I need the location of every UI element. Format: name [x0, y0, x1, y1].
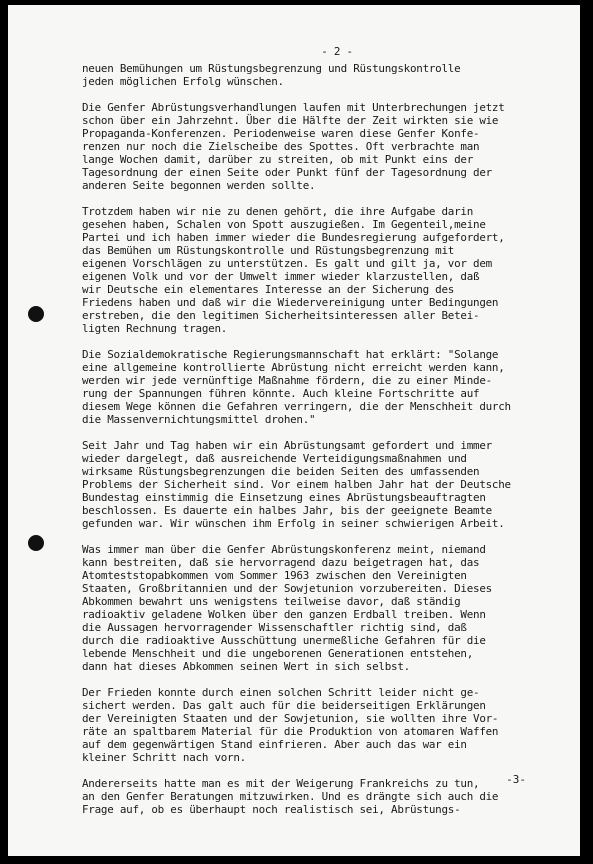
- text-line: Bundestag einstimmig die Einsetzung eines Abrüstungsbeauftragten: [82, 491, 486, 504]
- text-line: beschlossen. Es dauerte ein halbes Jahr, bis der geeignete Beamte: [82, 504, 492, 517]
- paragraph: [82, 348, 562, 426]
- text-line: rung der Spannungen führen könnte. Auch kleine Fortschritte auf: [82, 387, 480, 400]
- text-line: Partei und ich haben immer wieder die Bundesregierung aufgefordert,: [82, 231, 505, 244]
- text-line: wieder dargelegt, daß ausreichende Verteidigungsmaßnahmen und: [82, 452, 467, 465]
- text-line: lange Wochen damit, darüber zu streiten, ob mit Punkt eins der: [82, 153, 474, 166]
- text-line: auf dem gegenwärtigen Stand einfrieren. Aber auch das war ein: [82, 738, 467, 751]
- text-line: Die Sozialdemokratische Regierungsmannschaft hat erklärt: "Solange: [82, 348, 499, 361]
- page-number: - 2 -: [321, 45, 353, 58]
- text-line: gefunden war. Wir wünschen ihm Erfolg in seiner schwierigen Arbeit.: [82, 517, 505, 530]
- text-line: Abkommen bewahrt uns wenigstens teilweise davor, daß ständig: [82, 595, 461, 608]
- text-line: eigenen Volk und vor der Umwelt immer wieder klarzustellen, daß: [82, 270, 480, 283]
- text-line: erstreben, die den legitimen Sicherheitsinteressen aller Betei-: [82, 309, 480, 322]
- text-line: eigenen Vorschlägen zu unterstützen. Es galt und gilt ja, vor dem: [82, 257, 492, 270]
- text-line: durch die radioaktive Ausschüttung unermeßliche Gefahren für die: [82, 634, 486, 647]
- continuation-marker: -3-: [506, 773, 526, 786]
- text-line: schon über ein Jahrzehnt. Über die Hälfte der Zeit wirkten sie wie: [82, 114, 499, 127]
- paragraph-list: [82, 62, 562, 816]
- text-line: die Aussagen hervorragender Wissenschaftler richtig sind, daß: [82, 621, 467, 634]
- text-line: sichert werden. Das galt auch für die beiderseitigen Erklärungen: [82, 699, 486, 712]
- text-line: diesem Wege können die Gefahren verringern, die der Menschheit durch: [82, 400, 511, 413]
- text-line: Atomteststopabkommen vom Sommer 1963 zwischen den Vereinigten: [82, 569, 467, 582]
- text-line: lebende Menschheit und die ungeborenen Generationen entstehen,: [82, 647, 474, 660]
- text-line: radioaktiv geladene Wolken über den ganzen Erdball treiben. Wenn: [82, 608, 486, 621]
- text-line: kann bestreiten, daß sie hervorragend dazu beigetragen hat, das: [82, 556, 480, 569]
- text-line: neuen Bemühungen um Rüstungsbegrenzung und Rüstungskontrolle: [82, 62, 461, 75]
- punch-hole: [28, 306, 44, 322]
- text-line: anderen Seite begonnen werden sollte.: [82, 179, 316, 192]
- text-line: dann hat dieses Abkommen seinen Wert in sich selbst.: [82, 660, 410, 673]
- text-line: Die Genfer Abrüstungsverhandlungen laufen mit Unterbrechungen jetzt: [82, 101, 505, 114]
- paragraph: [82, 686, 562, 764]
- paragraph: [82, 439, 562, 530]
- text-line: Seit Jahr und Tag haben wir ein Abrüstungsamt gefordert und immer: [82, 439, 492, 452]
- text-line: Friedens haben und daß wir die Wiedervereinigung unter Bedingungen: [82, 296, 499, 309]
- text-line: an den Genfer Beratungen mitzuwirken. Und es drängte sich auch die: [82, 790, 499, 803]
- text-line: das Bemühen um Rüstungskontrolle und Rüstungsbegrenzung mit: [82, 244, 455, 257]
- text-line: Problems der Sicherheit sind. Vor einem halben Jahr hat der Deutsche: [82, 478, 511, 491]
- text-line: Andererseits hatte man es mit der Weigerung Frankreichs zu tun,: [82, 777, 480, 790]
- text-line: der Vereinigten Staaten und der Sowjetunion, sie wollten ihre Vor-: [82, 712, 499, 725]
- text-line: gesehen haben, Schalen von Spott auszugießen. Im Gegenteil,meine: [82, 218, 486, 231]
- text-line: jeden möglichen Erfolg wünschen.: [82, 75, 284, 88]
- text-line: Tagesordnung der einen Seite oder Punkt fünf der Tagesordnung der: [82, 166, 492, 179]
- text-line: eine allgemeine kontrollierte Abrüstung nicht erreicht werden kann,: [82, 361, 505, 374]
- text-line: ligten Rechnung tragen.: [82, 322, 228, 335]
- typed-text-body: [82, 45, 562, 829]
- text-line: renzen nur noch die Zielscheibe des Spottes. Oft verbrachte man: [82, 140, 480, 153]
- text-line: werden wir jede vernünftige Maßnahme fördern, die zu einer Minde-: [82, 374, 492, 387]
- text-line: räte an spaltbarem Material für die Produktion von atomaren Waffen: [82, 725, 499, 738]
- text-line: wirksame Rüstungsbegrenzungen die beiden Seiten des umfassenden: [82, 465, 480, 478]
- text-line: Der Frieden konnte durch einen solchen Schritt leider nicht ge-: [82, 686, 480, 699]
- text-line: Propaganda-Konferenzen. Periodenweise waren diese Genfer Konfe-: [82, 127, 480, 140]
- text-line: kleiner Schritt nach vorn.: [82, 751, 246, 764]
- text-line: wir Deutsche ein elementares Interesse an der Sicherung des: [82, 283, 455, 296]
- punch-hole: [28, 535, 44, 551]
- paragraph: [82, 205, 562, 335]
- text-line: Staaten, Großbritannien und der Sowjetunion vorzubereiten. Dieses: [82, 582, 492, 595]
- text-line: Trotzdem haben wir nie zu denen gehört, die ihre Aufgabe darin: [82, 205, 474, 218]
- text-line: Frage auf, ob es überhaupt noch realistisch sei, Abrüstungs-: [82, 803, 461, 816]
- paragraph: [82, 543, 562, 673]
- text-line: die Massenvernichtungsmittel drohen.": [82, 413, 316, 426]
- paragraph: [82, 101, 562, 192]
- text-line: Was immer man über die Genfer Abrüstungskonferenz meint, niemand: [82, 543, 486, 556]
- paragraph: [82, 62, 562, 88]
- paragraph: [82, 777, 562, 816]
- document-page: [8, 5, 580, 856]
